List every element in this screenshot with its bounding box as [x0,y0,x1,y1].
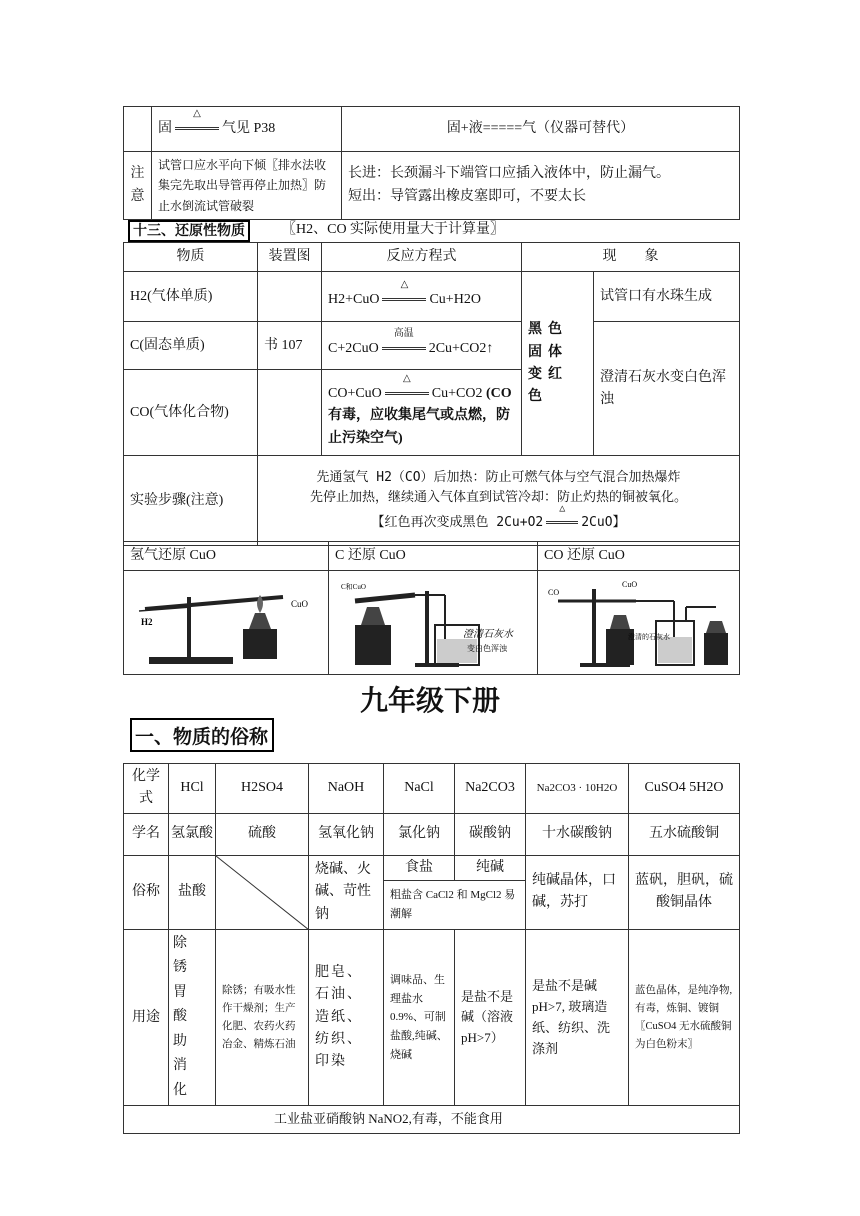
common-names-table [123,763,740,1134]
reducing-table [123,242,740,546]
apparatus-h2 [258,272,322,322]
gas-prep-table [123,106,740,220]
use-h2so4: 除锈；有吸水性作干燥剂；生产化肥、农药火药冶金、精炼石油 [216,929,309,1106]
common-nacl: 食盐 [384,855,455,880]
fig2-label-lime: 澄清石灰水 [463,628,513,640]
section-common-names-title: 一、物质的俗称 [130,718,274,752]
common-label: 俗称 [124,855,169,929]
use-na2co3-10h2o: 是盐不是碱 pH>7, 玻璃造纸、纺织、洗涤剂 [526,929,629,1106]
equation-co: CO+CuO △ Cu+CO2 (CO有毒，应收集尾气或点燃，防止污染空气) [322,370,522,456]
steps-content [258,456,740,546]
use-cuso4: 蓝色晶体，是纯净物,有毒，炼铜、镀铜〖CuSO4 无水硫酸铜为白色粉末〗 [629,929,740,1106]
steps-line1: 先通氢气 H2（CO）后加热：防止可燃气体与空气混合加热爆炸 [316,469,681,485]
note-right [342,152,740,220]
name-naoh: 氢氧化钠 [309,813,384,855]
formula-cuso4-5h2o: CuSO4 5H2O [629,764,740,814]
header-phenomenon: 现 象 [522,243,740,272]
header-apparatus: 装置图 [258,243,322,272]
name-hcl: 氢氯酸 [169,813,216,855]
fig-co-cell [538,571,740,675]
fig3-label-cuo: CuO [621,579,637,589]
steps-line2: 先停止加热，继续通入气体直到试管冷却：防止灼热的铜被氧化。 [309,490,687,506]
fig-h2-cell [124,571,329,675]
use-label: 用途 [124,929,169,1106]
common-cuso4: 蓝矾，胆矾，硫酸铜晶体 [629,855,740,929]
fig3-label-lime: 澄清的石灰水 [627,632,670,641]
name-nacl: 氯化钠 [384,813,455,855]
fig3-label-co: CO [547,587,559,597]
header-equation: 反应方程式 [322,243,522,272]
steps-line3: 【红色再次变成黑色 2Cu+O2 △ 2CuO】 [371,503,626,531]
solid-liquid-cell: 固+液=====气（仪器可替代） [342,107,740,152]
fig1-label-h2: H2 [141,616,153,627]
equation-h2: H2+CuO △ Cu+H2O [322,272,522,322]
phenomenon-co: 澄清石灰水变白色浑浊 [594,322,740,456]
common-na2co3-10h2o: 纯碱晶体，口碱，苏打 [526,855,629,929]
co-apparatus-figure [544,577,734,669]
note-left: 试管口应水平向下倾〖排水法收集完先取出导管再停止加热〗防止水倒流试管破裂 [152,152,342,220]
formula-hcl: HCl [169,764,216,814]
fig-label-c: C 还原 CuO [329,542,538,571]
note-right-line2: 短出：导管露出橡皮塞即可，不要太长 [348,188,586,204]
section-reducing-title: 十三、还原性物质 [128,220,250,242]
name-label: 学名 [124,813,169,855]
chem-label: 化学式 [124,764,169,814]
phenomenon-h2: 试管口有水珠生成 [594,272,740,322]
fig2-label-c-cuo: C和CuO [341,582,366,591]
common-hcl: 盐酸 [169,855,216,929]
nacl-note: 粗盐含 CaCl2 和 MgCl2 易潮解 [384,880,526,929]
blank-cell [124,107,152,152]
fig1-label-cuo: CuO [291,598,309,609]
formula-h2so4: H2SO4 [216,764,309,814]
phenomenon-shared: 黑色固体变红色 [522,272,594,456]
substance-co: CO(气体化合物) [124,370,258,456]
use-na2co3: 是盐不是碱（溶液 pH>7） [455,929,526,1106]
formula-naoh: NaOH [309,764,384,814]
apparatus-co [258,370,322,456]
formula-nacl: NaCl [384,764,455,814]
substance-h2: H2(气体单质) [124,272,258,322]
apparatus-c: 书 107 [258,322,322,370]
diagonal-line [216,856,308,929]
fig2-label-turbid: 变白色浑浊 [467,643,507,653]
common-h2so4-empty [216,855,309,929]
common-naoh: 烧碱、火碱、苛性钠 [309,855,384,929]
fig-label-h2: 氢气还原 CuO [124,542,329,571]
name-h2so4: 硫酸 [216,813,309,855]
steps-label: 实验步骤(注意) [124,456,258,546]
solid-heat-cell: 固 △ 气见 P38 [152,107,342,152]
name-na2co3-10h2o: 十水碳酸钠 [526,813,629,855]
fig-c-cell [329,571,538,675]
name-cuso4-5h2o: 五水硫酸铜 [629,813,740,855]
common-na2co3: 纯碱 [455,855,526,880]
use-nacl: 调味品、生理盐水 0.9%、可制盐酸,纯碱、烧碱 [384,929,455,1106]
name-na2co3: 碳酸钠 [455,813,526,855]
co-note: (CO有毒，应收集尾气或点燃，防止污染空气) [328,385,512,446]
fig-label-co: CO 还原 CuO [538,542,740,571]
h2-apparatus-figure [131,577,321,669]
grade-title: 九年级下册 [359,684,500,717]
use-hcl: 除锈胃酸助消化 [169,929,216,1106]
note-label: 注意 [124,152,152,220]
formula-na2co3-10h2o: Na2CO3 · 10H2O [526,764,629,814]
formula-na2co3: Na2CO3 [455,764,526,814]
substance-c: C(固态单质) [124,322,258,370]
header-substance: 物质 [124,243,258,272]
c-apparatus-figure [335,577,531,669]
footer-note: 工业盐亚硝酸钠 NaNO2,有毒，不能食用 [124,1106,740,1134]
equation-c: C+2CuO 高温 2Cu+CO2↑ [322,322,522,370]
use-naoh: 肥皂、石油、造纸、纺织、印染 [309,929,384,1106]
section-reducing-note: 〖H2、CO 实际使用量大于计算量〗 [282,222,505,237]
note-right-line1: 长进：长颈漏斗下端管口应插入液体中，防止漏气。 [348,166,670,182]
figure-table [123,541,740,675]
